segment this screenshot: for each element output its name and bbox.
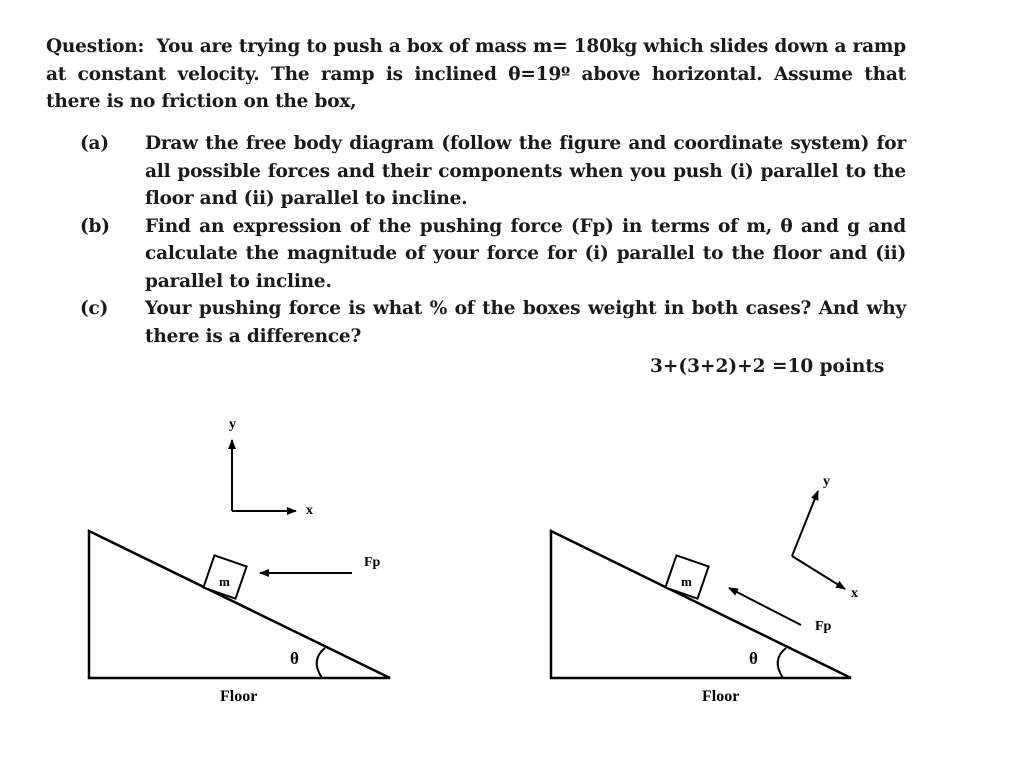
floor-label: Floor: [702, 688, 740, 705]
box-mass-label: m: [219, 574, 230, 589]
figure-push-parallel-incline: [551, 474, 858, 705]
force-label: Fp: [815, 619, 832, 634]
x-axis-label: x: [851, 586, 858, 601]
points-summary: 3+(3+2)+2 =10 points: [650, 356, 885, 377]
box-mass-label: m: [681, 574, 692, 589]
question-parts-list: [80, 130, 906, 350]
angle-arc: [778, 648, 786, 678]
force-label: Fp: [364, 555, 381, 570]
question-paragraph: [46, 33, 906, 116]
question-text: You are trying to push a box of mass m= 180kg which slides down a ramp at constant velocity. The ramp is inclined θ=19º above horizontal. Assume that there is no friction on the box,: [46, 36, 906, 112]
y-axis-label: y: [823, 474, 830, 489]
y-axis-arrow: [792, 491, 818, 556]
part-c: [80, 295, 906, 350]
ramp-triangle: [89, 531, 390, 678]
y-axis-label: y: [229, 417, 236, 432]
part-label: (c): [80, 298, 109, 319]
part-text: Your pushing force is what % of the boxes weight in both cases? And why there is a difference?: [145, 298, 906, 347]
angle-label: θ: [290, 649, 299, 668]
figure-push-parallel-floor: [89, 417, 390, 705]
part-label: (a): [80, 133, 109, 154]
push-force-arrow: [729, 588, 801, 625]
x-axis-label: x: [306, 503, 313, 518]
x-axis-arrow: [792, 556, 845, 589]
angle-arc: [317, 648, 325, 678]
part-label: (b): [80, 215, 110, 237]
question-prefix: Question:: [46, 36, 145, 57]
part-text: Draw the free body diagram (follow the figure and coordinate system) for all possible forces and their components when you push (i) parallel to the floor and (ii) parallel to incline.: [145, 133, 906, 209]
part-a: [80, 130, 906, 213]
angle-label: θ: [749, 649, 758, 668]
part-b: [80, 213, 906, 296]
ramp-triangle: [551, 531, 851, 678]
part-text: Find an expression of the pushing force (Fp) in terms of m, θ and g and calculate the magnitude of your force for (i) parallel to the floor and (ii) parallel to incline.: [145, 215, 906, 292]
floor-label: Floor: [220, 688, 258, 705]
ramp-figures: [0, 400, 1024, 774]
